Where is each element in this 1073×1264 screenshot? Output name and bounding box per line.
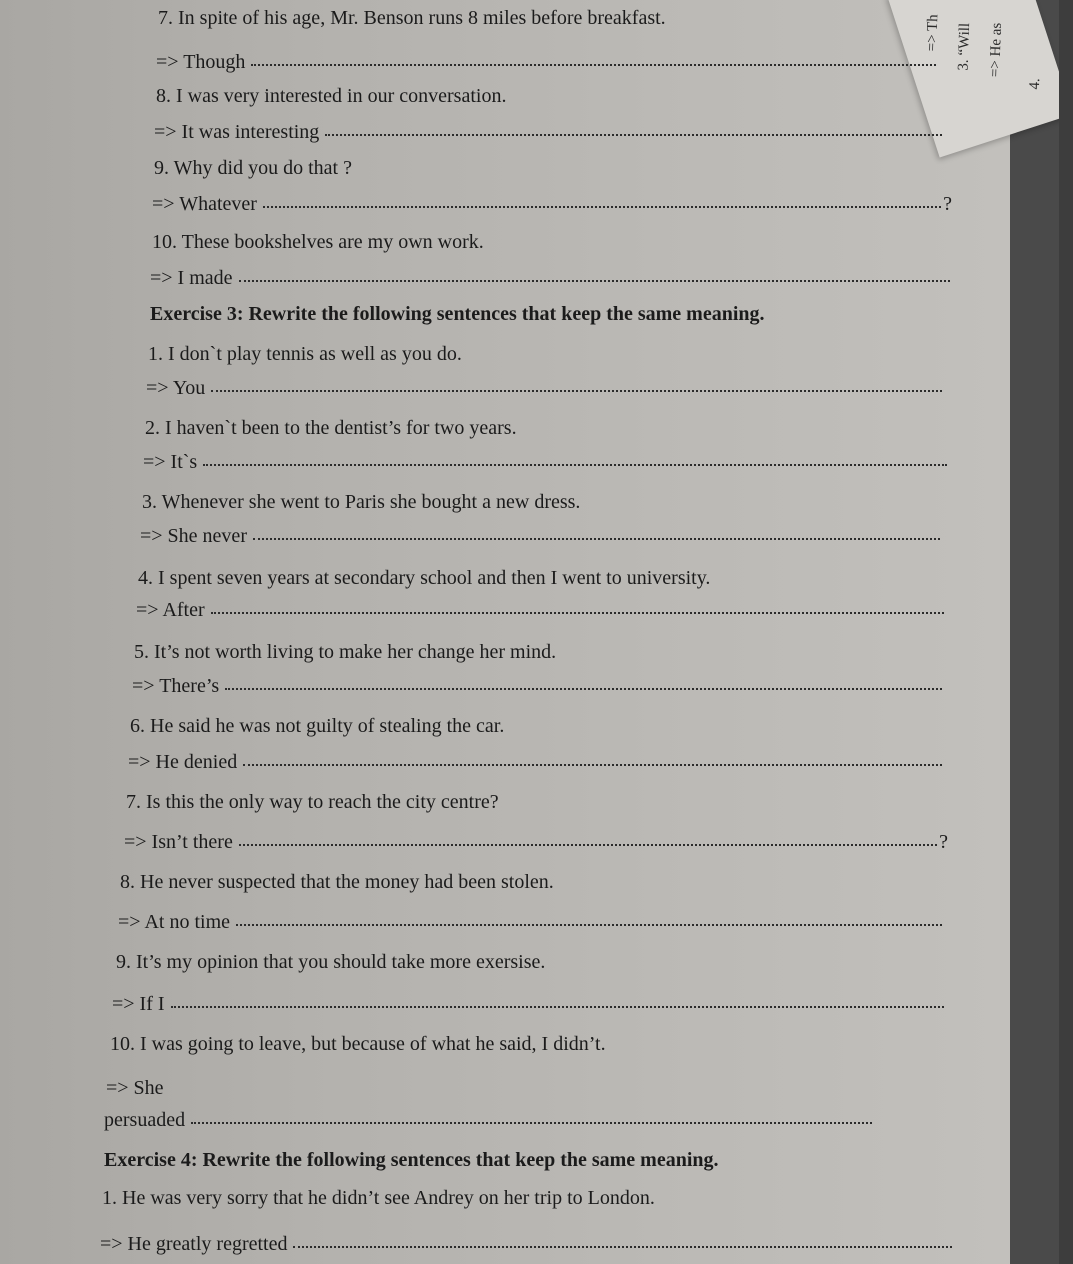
answer-line[interactable] — [100, 1232, 952, 1256]
question-text: 1. He was very sorry that he didn’t see Andrey on her trip to London. — [102, 1187, 655, 1209]
blank-dots[interactable] — [325, 118, 942, 136]
blank-dots[interactable] — [191, 1106, 872, 1124]
answer-prompt: => If I — [112, 993, 165, 1015]
answer-prompt: => I made — [150, 267, 233, 289]
question-text: 2. I haven`t been to the dentist’s for two years. — [145, 417, 517, 439]
answer-prompt: => You — [146, 377, 206, 399]
question-text: 7. Is this the only way to reach the city centre? — [126, 791, 499, 813]
answer-prompt: => He greatly regretted — [100, 1233, 288, 1255]
answer-prompt: => After — [136, 599, 205, 621]
answer-prompt: => Whatever — [152, 193, 257, 215]
question-text: 4. I spent seven years at secondary school and then I went to university. — [138, 567, 711, 589]
exercise-heading: Exercise 3: Rewrite the following sentences that keep the same meaning. — [150, 303, 765, 325]
blank-dots[interactable] — [239, 264, 950, 282]
answer-prompt: => She — [106, 1077, 164, 1099]
question-text: 6. He said he was not guilty of stealing the car. — [130, 715, 505, 737]
question-text: 8. I was very interested in our conversation. — [156, 85, 507, 107]
blank-dots[interactable] — [251, 48, 936, 66]
blank-dots[interactable] — [239, 828, 937, 846]
answer-line[interactable] — [124, 830, 948, 854]
answer-prompt: => Isn’t there — [124, 831, 233, 853]
blank-dots[interactable] — [236, 908, 942, 926]
blank-dots[interactable] — [211, 596, 944, 614]
answer-line[interactable] — [140, 524, 940, 548]
answer-line[interactable] — [143, 450, 947, 474]
answer-line[interactable] — [118, 910, 942, 934]
answer-prompt: => It`s — [143, 451, 198, 473]
corner-fragment: => Th — [924, 14, 942, 52]
question-text: 7. In spite of his age, Mr. Benson runs 8 miles before breakfast. — [158, 7, 666, 29]
corner-fragment: => He as — [987, 22, 1005, 78]
answer-line[interactable] — [150, 266, 950, 290]
answer-line[interactable] — [132, 674, 942, 698]
answer-line[interactable] — [104, 1108, 872, 1132]
answer-prompt: => There’s — [132, 675, 220, 697]
blank-dots[interactable] — [263, 190, 941, 208]
blank-dots[interactable] — [211, 374, 942, 392]
question-text: 10. These bookshelves are my own work. — [152, 231, 484, 253]
page-shadow-edge — [1059, 0, 1073, 1264]
blank-dots[interactable] — [293, 1230, 952, 1248]
answer-prompt: => Though — [156, 51, 246, 73]
blank-dots[interactable] — [171, 990, 944, 1008]
answer-line[interactable] — [156, 50, 936, 74]
exercise-heading: Exercise 4: Rewrite the following sentences that keep the same meaning. — [104, 1149, 719, 1171]
question-text: 8. He never suspected that the money had been stolen. — [120, 871, 554, 893]
answer-line[interactable] — [136, 598, 944, 622]
blank-dots[interactable] — [225, 672, 942, 690]
answer-end-mark: ? — [943, 193, 952, 215]
answer-line[interactable] — [128, 750, 942, 774]
question-text: 1. I don`t play tennis as well as you do. — [148, 343, 462, 365]
question-text: 3. Whenever she went to Paris she bought a new dress. — [142, 491, 581, 513]
question-text: 10. I was going to leave, but because of what he said, I didn’t. — [110, 1033, 606, 1055]
answer-line[interactable] — [152, 192, 952, 216]
question-text: 5. It’s not worth living to make her change her mind. — [134, 641, 557, 663]
question-text: 9. Why did you do that ? — [154, 157, 352, 179]
answer-prompt: => He denied — [128, 751, 238, 773]
blank-dots[interactable] — [253, 522, 940, 540]
answer-prompt: => It was interesting — [154, 121, 320, 143]
blank-dots[interactable] — [203, 448, 947, 466]
answer-line[interactable] — [154, 120, 942, 144]
corner-fragment: 3. “Will — [955, 22, 974, 71]
answer-prompt: => She never — [140, 525, 247, 547]
blank-dots[interactable] — [243, 748, 942, 766]
corner-fragment: 4. — [1026, 77, 1044, 90]
answer-prompt: => At no time — [118, 911, 231, 933]
answer-line[interactable] — [112, 992, 944, 1016]
answer-prompt: persuaded — [104, 1109, 186, 1131]
answer-line[interactable] — [146, 376, 942, 400]
answer-end-mark: ? — [939, 831, 948, 853]
question-text: 9. It’s my opinion that you should take more exersise. — [116, 951, 546, 973]
